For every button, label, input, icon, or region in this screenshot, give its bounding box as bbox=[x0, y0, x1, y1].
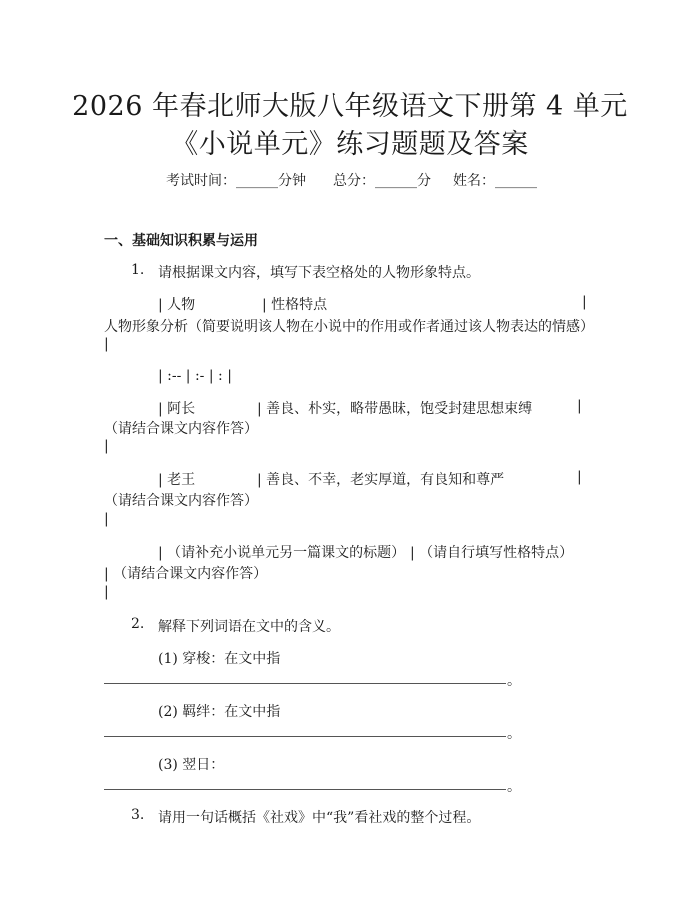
table-cell: | 善良、不幸，老实厚道，有良知和尊严 bbox=[257, 472, 505, 488]
table-cell: | bbox=[104, 336, 109, 352]
table-cell: （请结合课文内容作答） bbox=[104, 493, 258, 509]
question-text: 请根据课文内容，填写下表空格处的人物形象特点。 bbox=[158, 265, 480, 281]
table-cell: | （请结合课文内容作答） bbox=[104, 566, 268, 582]
question-text: 请用一句话概括《社戏》中“我”看社戏的整个过程。 bbox=[158, 810, 481, 826]
question-number: 3. bbox=[131, 807, 145, 823]
table-cell: | bbox=[577, 469, 582, 485]
question-number: 1. bbox=[131, 262, 145, 278]
table-cell: | （请自行填写性格特点） bbox=[410, 545, 574, 561]
exam-time-field: 考试时间：______分钟 bbox=[166, 173, 306, 189]
question-number: 2. bbox=[131, 616, 145, 632]
answer-line[interactable] bbox=[104, 789, 506, 790]
answer-line-end: 。 bbox=[507, 726, 521, 742]
student-name-field: 姓名：______ bbox=[453, 173, 537, 189]
table-cell: | 老王 bbox=[158, 472, 196, 488]
answer-line[interactable] bbox=[104, 683, 506, 684]
page-title-line1: 2026 年春北师大版八年级语文下册第 4 单元 bbox=[72, 91, 628, 122]
table-cell: | 性格特点 bbox=[262, 297, 328, 313]
table-cell: | bbox=[104, 584, 109, 600]
answer-line-end: 。 bbox=[507, 673, 521, 689]
table-cell: | bbox=[582, 294, 587, 310]
total-score-field: 总分：______分 bbox=[333, 173, 431, 189]
vocab-item-label: (2) 羁绊：在文中指 bbox=[158, 704, 281, 720]
table-cell: | bbox=[104, 511, 109, 527]
table-cell: | 善良、朴实，略带愚昧，饱受封建思想束缚 bbox=[257, 401, 533, 417]
answer-line[interactable] bbox=[104, 736, 506, 737]
table-cell: （请结合课文内容作答） bbox=[104, 421, 258, 437]
table-cell: | 人物 bbox=[158, 297, 196, 313]
vocab-item-label: (1) 穿梭：在文中指 bbox=[158, 651, 281, 667]
answer-line-end: 。 bbox=[507, 779, 521, 795]
table-cell: 人物形象分析（简要说明该人物在小说中的作用或作者通过该人物表达的情感） bbox=[104, 319, 594, 335]
vocab-item-label: (3) 翌日： bbox=[158, 757, 225, 773]
table-separator: | :-- | :- | : | bbox=[158, 368, 232, 384]
question-text: 解释下列词语在文中的含义。 bbox=[158, 619, 340, 635]
page-title-line2: 《小说单元》练习题题及答案 bbox=[171, 129, 529, 160]
table-cell: | （请补充小说单元另一篇课文的标题） bbox=[158, 545, 406, 561]
table-cell: | bbox=[104, 438, 109, 454]
section-heading: 一、基础知识积累与运用 bbox=[104, 233, 258, 249]
table-cell: | bbox=[577, 398, 582, 414]
table-cell: | 阿长 bbox=[158, 401, 196, 417]
